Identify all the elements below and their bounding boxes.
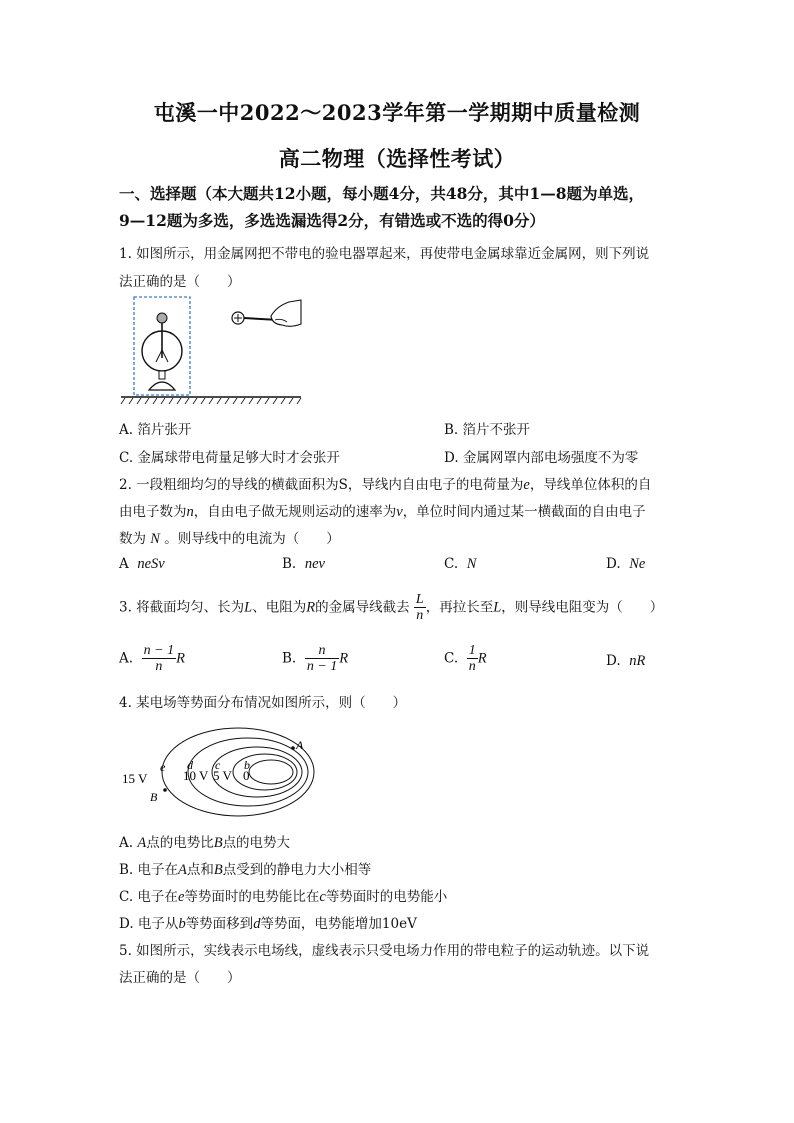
potential-5v: 5 V — [213, 768, 232, 783]
fraction-l-over-n: $\frac{L}{n}$ — [415, 592, 424, 624]
q1-stem: 1. 如图所示，用金属网把不带电的验电器罩起来，再使带电金属球靠近金属网，则下列说 — [119, 246, 650, 262]
q1-option-d[interactable]: D. 金属网罩内部电场强度不为零 — [444, 450, 639, 466]
svg-text:e: e — [160, 760, 166, 774]
q4-stem: 4. 某电场等势面分布情况如图所示，则（ ） — [119, 695, 407, 711]
q1-option-a[interactable]: A. 箔片张开 — [119, 422, 192, 438]
q3-option-d[interactable]: D. nR — [606, 653, 646, 669]
q3-option-a[interactable]: A. $\frac{n - 1}{n}$ R — [119, 643, 185, 675]
electroscope-base — [149, 382, 175, 390]
q2-option-d[interactable]: D. Ne — [606, 556, 646, 572]
electroscope-knob — [157, 313, 167, 323]
exam-title: 屯溪一中2022～2023学年第一学期期中质量检测 — [153, 100, 641, 125]
q2-option-b[interactable]: B. nev — [282, 556, 325, 572]
q1-option-b[interactable]: B. 箔片不张开 — [444, 422, 531, 438]
electroscope-figure — [119, 294, 319, 406]
q5-stem-cont: 法正确的是（ ） — [119, 970, 241, 986]
q4-option-d[interactable]: D. 电子从b等势面移到d等势面，电势能增加10eV — [119, 916, 417, 932]
svg-text:c: c — [215, 758, 221, 772]
potential-15v: 15 V — [122, 771, 148, 786]
q2-stem: 2. 一段粗细均匀的导线的横截面积为S，导线内自由电子的电荷量为e，导线单位体积的自 — [119, 477, 652, 493]
label-a: A — [296, 738, 304, 752]
q4-option-c[interactable]: C. 电子在e等势面时的电势能比在c等势面时的电势能小 — [119, 889, 448, 905]
q2-stem-end: 数为 N 。则导线中的电流为（ ） — [119, 531, 340, 547]
label-b: B — [150, 790, 158, 804]
q1-option-c[interactable]: C. 金属球带电荷量足够大时才会张开 — [119, 450, 340, 466]
q5-stem: 5. 如图所示，实线表示电场线，虚线表示只受电场力作用的带电粒子的运动轨迹。以下说 — [119, 943, 650, 959]
q3-option-b[interactable]: B. $\frac{n}{n - 1}$ R — [282, 643, 349, 675]
q3-stem: 3. 将截面均匀、长为L、电阻为R的金属导线截去 $\frac{L}{n}$ ，再拉长至L，则导线电阻变为（ ） — [119, 592, 664, 624]
potential-10v: 10 V — [183, 768, 209, 783]
equipotential-figure — [119, 720, 319, 820]
q4-option-a[interactable]: A. A点的电势比B点的电势大 — [119, 835, 291, 851]
q3-option-c[interactable]: C. $\frac{1}{n}$ R — [444, 643, 487, 675]
svg-text:d: d — [187, 758, 193, 772]
section-heading: 一、选择题（本大题共12小题，每小题4分，共48分，其中1—8题为单选， — [119, 184, 644, 203]
q2-stem-cont: 由电子数为n，自由电子做无规则运动的速率为v，单位时间内通过某一横截面的自由电子 — [119, 504, 646, 520]
svg-text:b: b — [244, 758, 250, 772]
hand-icon — [271, 300, 301, 326]
section-heading-cont: 9—12题为多选，多选选漏选得2分，有错选或不选的得0分） — [119, 211, 545, 230]
q2-option-c[interactable]: C. N — [444, 556, 477, 572]
exam-subtitle: 高二物理（选择性考试） — [278, 146, 516, 171]
q4-option-b[interactable]: B. 电子在A点和B点受到的静电力大小相等 — [119, 862, 372, 878]
q2-option-a[interactable]: A neSv — [119, 556, 165, 572]
q1-stem-cont: 法正确的是（ ） — [119, 274, 241, 290]
potential-0: 0 — [243, 768, 250, 783]
